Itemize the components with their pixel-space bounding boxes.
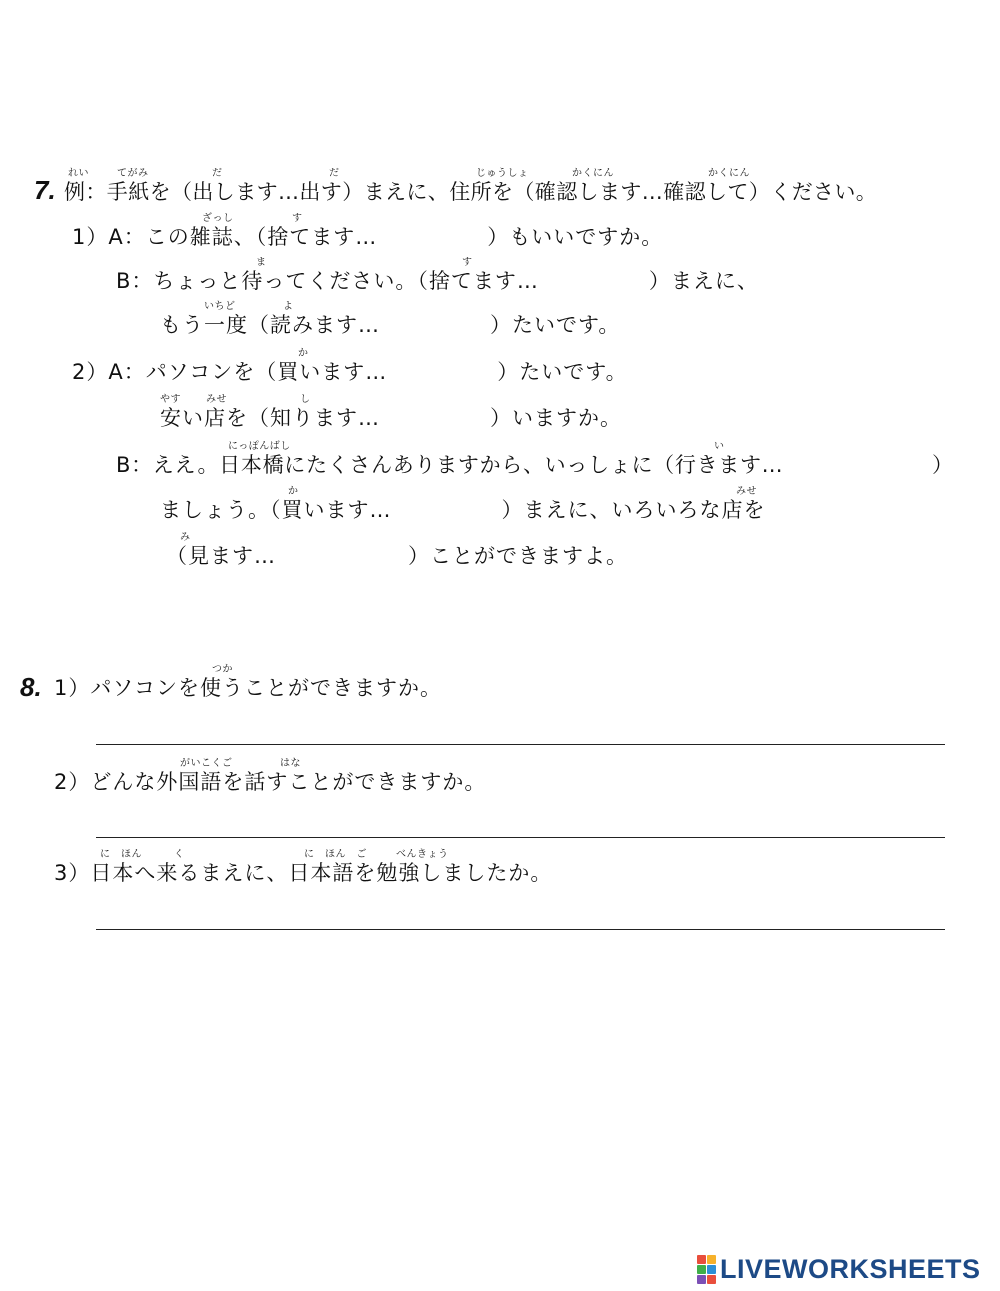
liveworksheets-logo-icon [697, 1255, 716, 1284]
q2-b-close-paren: ） [932, 453, 954, 477]
q1-a-blank-input[interactable] [400, 224, 509, 252]
q2-speaker-b-line3: （見ます… ）ことができますよ。 [166, 544, 628, 568]
q2-b-blank-input-3[interactable] [290, 543, 444, 571]
furigana: がいこくご [180, 758, 233, 769]
ex8-answer-input-2[interactable] [96, 808, 949, 838]
q2-speaker-a-line2: 安い店を（知ります… ）いますか。 [160, 406, 622, 430]
furigana: か [288, 486, 299, 497]
ex8-question-3: 3）日本へ来るまえに、日本語を勉強しましたか。 [54, 861, 553, 885]
ex8-answer-line-1[interactable] [96, 744, 945, 745]
furigana: だ [329, 168, 340, 179]
exercise-7-number: 7. [34, 175, 56, 205]
q1-b-blank-input-2[interactable] [392, 312, 501, 340]
furigana: じゅうしょ [476, 168, 529, 179]
furigana: ざっし [202, 213, 234, 224]
furigana: いちど [204, 301, 236, 312]
furigana: かくにん [572, 168, 614, 179]
furigana: かくにん [708, 168, 750, 179]
q2-a-blank-input-1[interactable] [412, 359, 521, 387]
furigana: ま [256, 257, 267, 268]
ex8-question-1: 1）パソコンを使うことができますか。 [54, 676, 442, 700]
furigana: れい [68, 168, 89, 179]
ex8-answer-input-3[interactable] [96, 900, 949, 930]
furigana: に ほん ご [304, 849, 367, 860]
furigana: す [292, 213, 303, 224]
furigana: てがみ [117, 168, 149, 179]
ex8-question-2: 2）どんな外国語を話すことができますか。 [54, 770, 487, 794]
ex8-answer-input-1[interactable] [96, 715, 949, 745]
logo-square [697, 1265, 706, 1274]
furigana: す [462, 257, 473, 268]
q2-a-blank-input-2[interactable] [392, 405, 501, 433]
q2-speaker-b-line1: B：ええ。日本橋にたくさんありますから、いっしょに（行きます… [116, 453, 784, 477]
logo-square [707, 1275, 716, 1284]
q2-b-blank-input-1[interactable] [832, 452, 936, 480]
furigana: に ほん [100, 849, 142, 860]
furigana: い [714, 441, 725, 452]
furigana: よ [283, 301, 294, 312]
furigana: し [300, 394, 311, 405]
example-sentence: 例：手紙を（出します…出す）まえに、住所を（確認します…確認して）ください。 [64, 180, 878, 204]
q1-speaker-a: 1）A：この雑誌、（捨てます… ）もいいですか。 [72, 225, 664, 249]
furigana: だ [212, 168, 223, 179]
furigana: み [180, 532, 191, 543]
furigana: はな [280, 758, 301, 769]
ex8-answer-line-3[interactable] [96, 929, 945, 930]
logo-square [697, 1255, 706, 1264]
q1-speaker-b-line2: もう一度（読みます… ）たいです。 [160, 313, 621, 337]
furigana: く [174, 849, 185, 860]
logo-square [707, 1255, 716, 1264]
furigana: やす [160, 394, 181, 405]
q2-b-blank-input-2[interactable] [398, 497, 507, 525]
logo-square [697, 1275, 706, 1284]
ex8-answer-line-2[interactable] [96, 837, 945, 838]
furigana: べんきょう [396, 849, 449, 860]
q1-b-blank-input-1[interactable] [562, 268, 676, 296]
liveworksheets-logo[interactable] [697, 1254, 981, 1284]
furigana: つか [212, 664, 233, 675]
q1-speaker-b-line1: B：ちょっと待ってください。（捨てます… ）まえに、 [116, 269, 759, 293]
logo-square [707, 1265, 716, 1274]
furigana: みせ [206, 394, 227, 405]
q2-speaker-a-line1: 2）A：パソコンを（買います… ）たいです。 [72, 360, 628, 384]
exercise-8-number: 8. [20, 672, 42, 702]
furigana: か [298, 348, 309, 359]
q2-speaker-b-line2: ましょう。（買います… ）まえに、いろいろな店を [160, 498, 766, 522]
furigana: にっぽんばし [228, 441, 291, 452]
furigana: みせ [736, 486, 757, 497]
liveworksheets-logo-text: LIVEWORKSHEETS [720, 1254, 981, 1284]
